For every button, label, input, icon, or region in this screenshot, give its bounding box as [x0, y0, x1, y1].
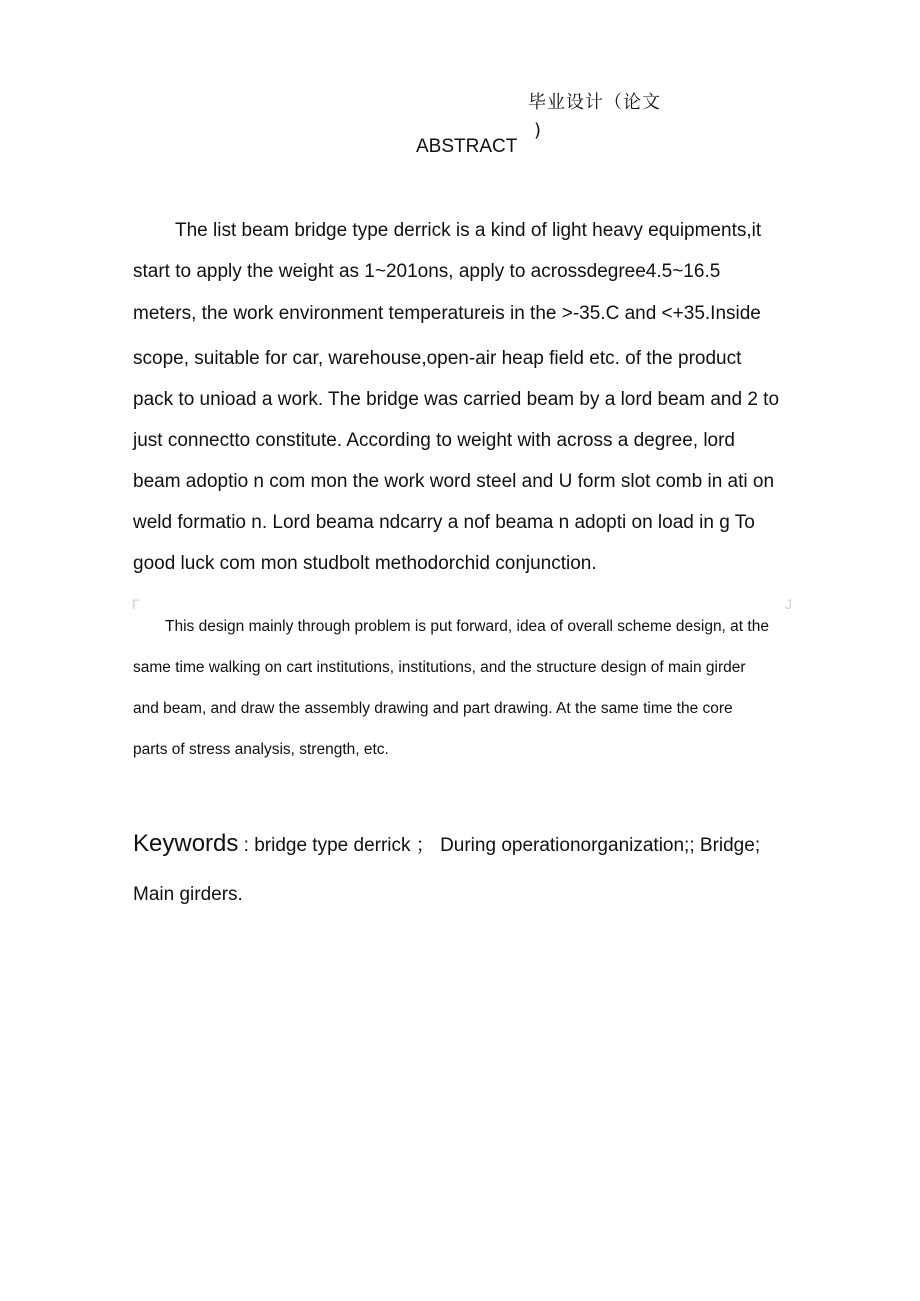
keywords-list: : bridge type derrick ； During operationorganization;; Bridge; — [238, 835, 761, 856]
faint-mark-left: Γ — [132, 596, 140, 612]
faint-mark-right: J — [785, 596, 792, 612]
thesis-header-closing-paren: ) — [534, 120, 542, 141]
keywords-line — [133, 830, 760, 858]
keywords-label: Keywords — [133, 830, 239, 857]
paragraph2-line: parts of stress analysis, strength, etc. — [133, 741, 389, 758]
paragraph2-line: same time walking on cart institutions, institutions, and the structure design of main girder — [133, 659, 746, 676]
paragraph2-line: This design mainly through problem is put forward, idea of overall scheme design, at the — [165, 618, 769, 635]
paragraph1-line: just connectto constitute. According to weight with across a degree, lord — [133, 430, 735, 451]
paragraph1-line: beam adoptio n com mon the work word steel and U form slot comb in ati on — [133, 471, 775, 492]
paragraph1-line: start to apply the weight as 1~201ons, apply to acrossdegree4.5~16.5 — [133, 261, 721, 282]
paragraph2-line: and beam, and draw the assembly drawing and part drawing. At the same time the core — [133, 700, 733, 717]
paragraph1-line: pack to unioad a work. The bridge was carried beam by a lord beam and 2 to — [133, 389, 780, 410]
paragraph1-line: The list beam bridge type derrick is a kind of light heavy equipments,it — [175, 220, 762, 241]
paragraph1-line: weld formatio n. Lord beama ndcarry a nof beama n adopti on load in g To — [133, 512, 755, 533]
thesis-header-title: 毕业设计（论文 — [528, 92, 661, 113]
paragraph1-line: good luck com mon studbolt methodorchid conjunction. — [133, 553, 597, 574]
paragraph1-line: meters, the work environment temperatureis in the >-35.C and <+35.Inside — [133, 303, 761, 324]
abstract-heading: ABSTRACT — [416, 136, 518, 157]
paragraph1-line: scope, suitable for car, warehouse,open-air heap field etc. of the product — [133, 348, 742, 369]
keywords-list-continued: Main girders. — [133, 884, 243, 905]
